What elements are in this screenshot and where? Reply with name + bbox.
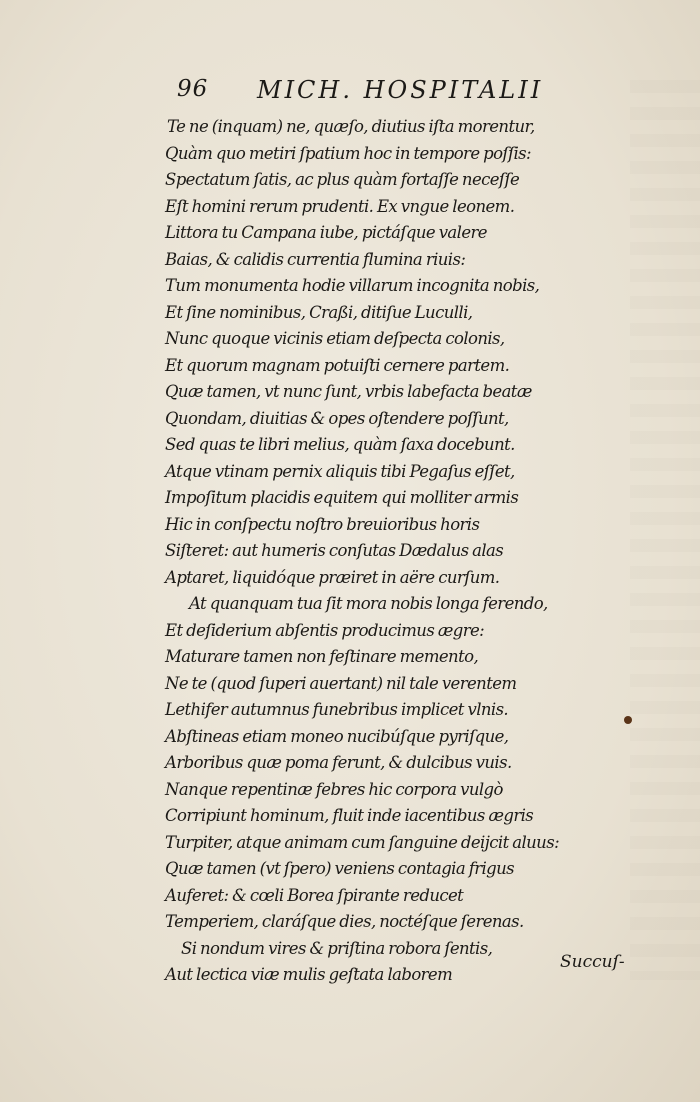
poem-text [165, 114, 595, 989]
page-number: 96 [177, 76, 209, 102]
show-through-text [630, 80, 700, 980]
verse-line: Sed quas te libri melius, quàm ſaxa docebunt. [165, 435, 515, 454]
verse-line: Et ſine nominibus, Craßi, ditiſue Luculli, [165, 302, 473, 322]
verse-line: Si nondum vires & priſtina robora ſentis, [181, 938, 493, 958]
verse-line: Maturare tamen non feſtinare memento, [165, 647, 479, 666]
verse-line: Turpiter, atque animam cum ſanguine deijcit aluus: [165, 832, 560, 852]
verse-line: Abſtineas etiam moneo nucibúſque pyriſque, [165, 726, 509, 746]
verse-line: Et deſiderium abſentis producimus ægre: [165, 620, 485, 640]
verse-line: At quanquam tua ſit mora nobis longa ferendo, [189, 594, 548, 613]
verse-line: Spectatum ſatis, ac plus quàm fortaſſe neceſſe [165, 170, 520, 189]
verse-line: Quæ tamen, vt nunc ſunt, vrbis labefacta beatæ [165, 382, 532, 401]
running-title: MICH. HOSPITALII [257, 76, 544, 104]
verse-line: Corripiunt hominum, fluit inde iacentibus ægris [165, 806, 534, 825]
verse-line: Auferet: & cœli Borea ſpirante reducet [165, 885, 464, 905]
verse-line: Te ne (inquam) ne, quæſo, diutius iſta morentur, [167, 117, 535, 136]
verse-line: Impoſitum placidis equitem qui molliter armis [165, 488, 519, 507]
verse-line: Arboribus quæ poma ferunt, & dulcibus vuis. [165, 753, 512, 772]
catchword: Succuſ- [560, 952, 625, 972]
verse-line: Littora tu Campana iube, pictáſque valere [165, 223, 487, 242]
verse-line: Temperiem, claráſque dies, noctéſque ſerenas. [165, 912, 524, 931]
verse-line: Lethifer autumnus funebribus implicet vlnis. [165, 700, 509, 719]
verse-line: Quàm quo metiri ſpatium hoc in tempore poſſis: [165, 143, 531, 163]
verse-line: Quondam, diuitias & opes oſtendere poſſunt, [165, 408, 509, 428]
verse-line: Baias, & calidis currentia flumina riuis: [165, 249, 466, 269]
verse-line: Hic in conſpectu noſtro breuioribus horis [165, 514, 480, 534]
page-header [177, 76, 557, 108]
verse-line: Atque vtinam pernix aliquis tibi Pegaſus eſſet, [165, 461, 515, 481]
ink-spot [624, 716, 632, 724]
verse-line: Quæ tamen (vt ſpero) veniens contagia frigus [165, 859, 515, 878]
verse-line: Nunc quoque vicinis etiam deſpecta colonis, [165, 329, 505, 348]
verse-line: Eſt homini rerum prudenti. Ex vngue leonem. [165, 196, 515, 216]
verse-line: Aptaret, liquidóque præiret in aëre curſum. [165, 567, 500, 587]
verse-line: Nanque repentinæ febres hic corpora vulgò [165, 779, 503, 799]
verse-line: Siſteret: aut humeris conſutas Dædalus alas [165, 541, 504, 560]
verse-line: Tum monumenta hodie villarum incognita nobis, [165, 276, 540, 295]
verse-line: Et quorum magnam potuiſti cernere partem. [165, 355, 510, 375]
verse-line: Ne te (quod ſuperi auertant) nil tale verentem [165, 673, 517, 693]
verse-line: Aut lectica viæ mulis geſtata laborem [165, 965, 453, 984]
